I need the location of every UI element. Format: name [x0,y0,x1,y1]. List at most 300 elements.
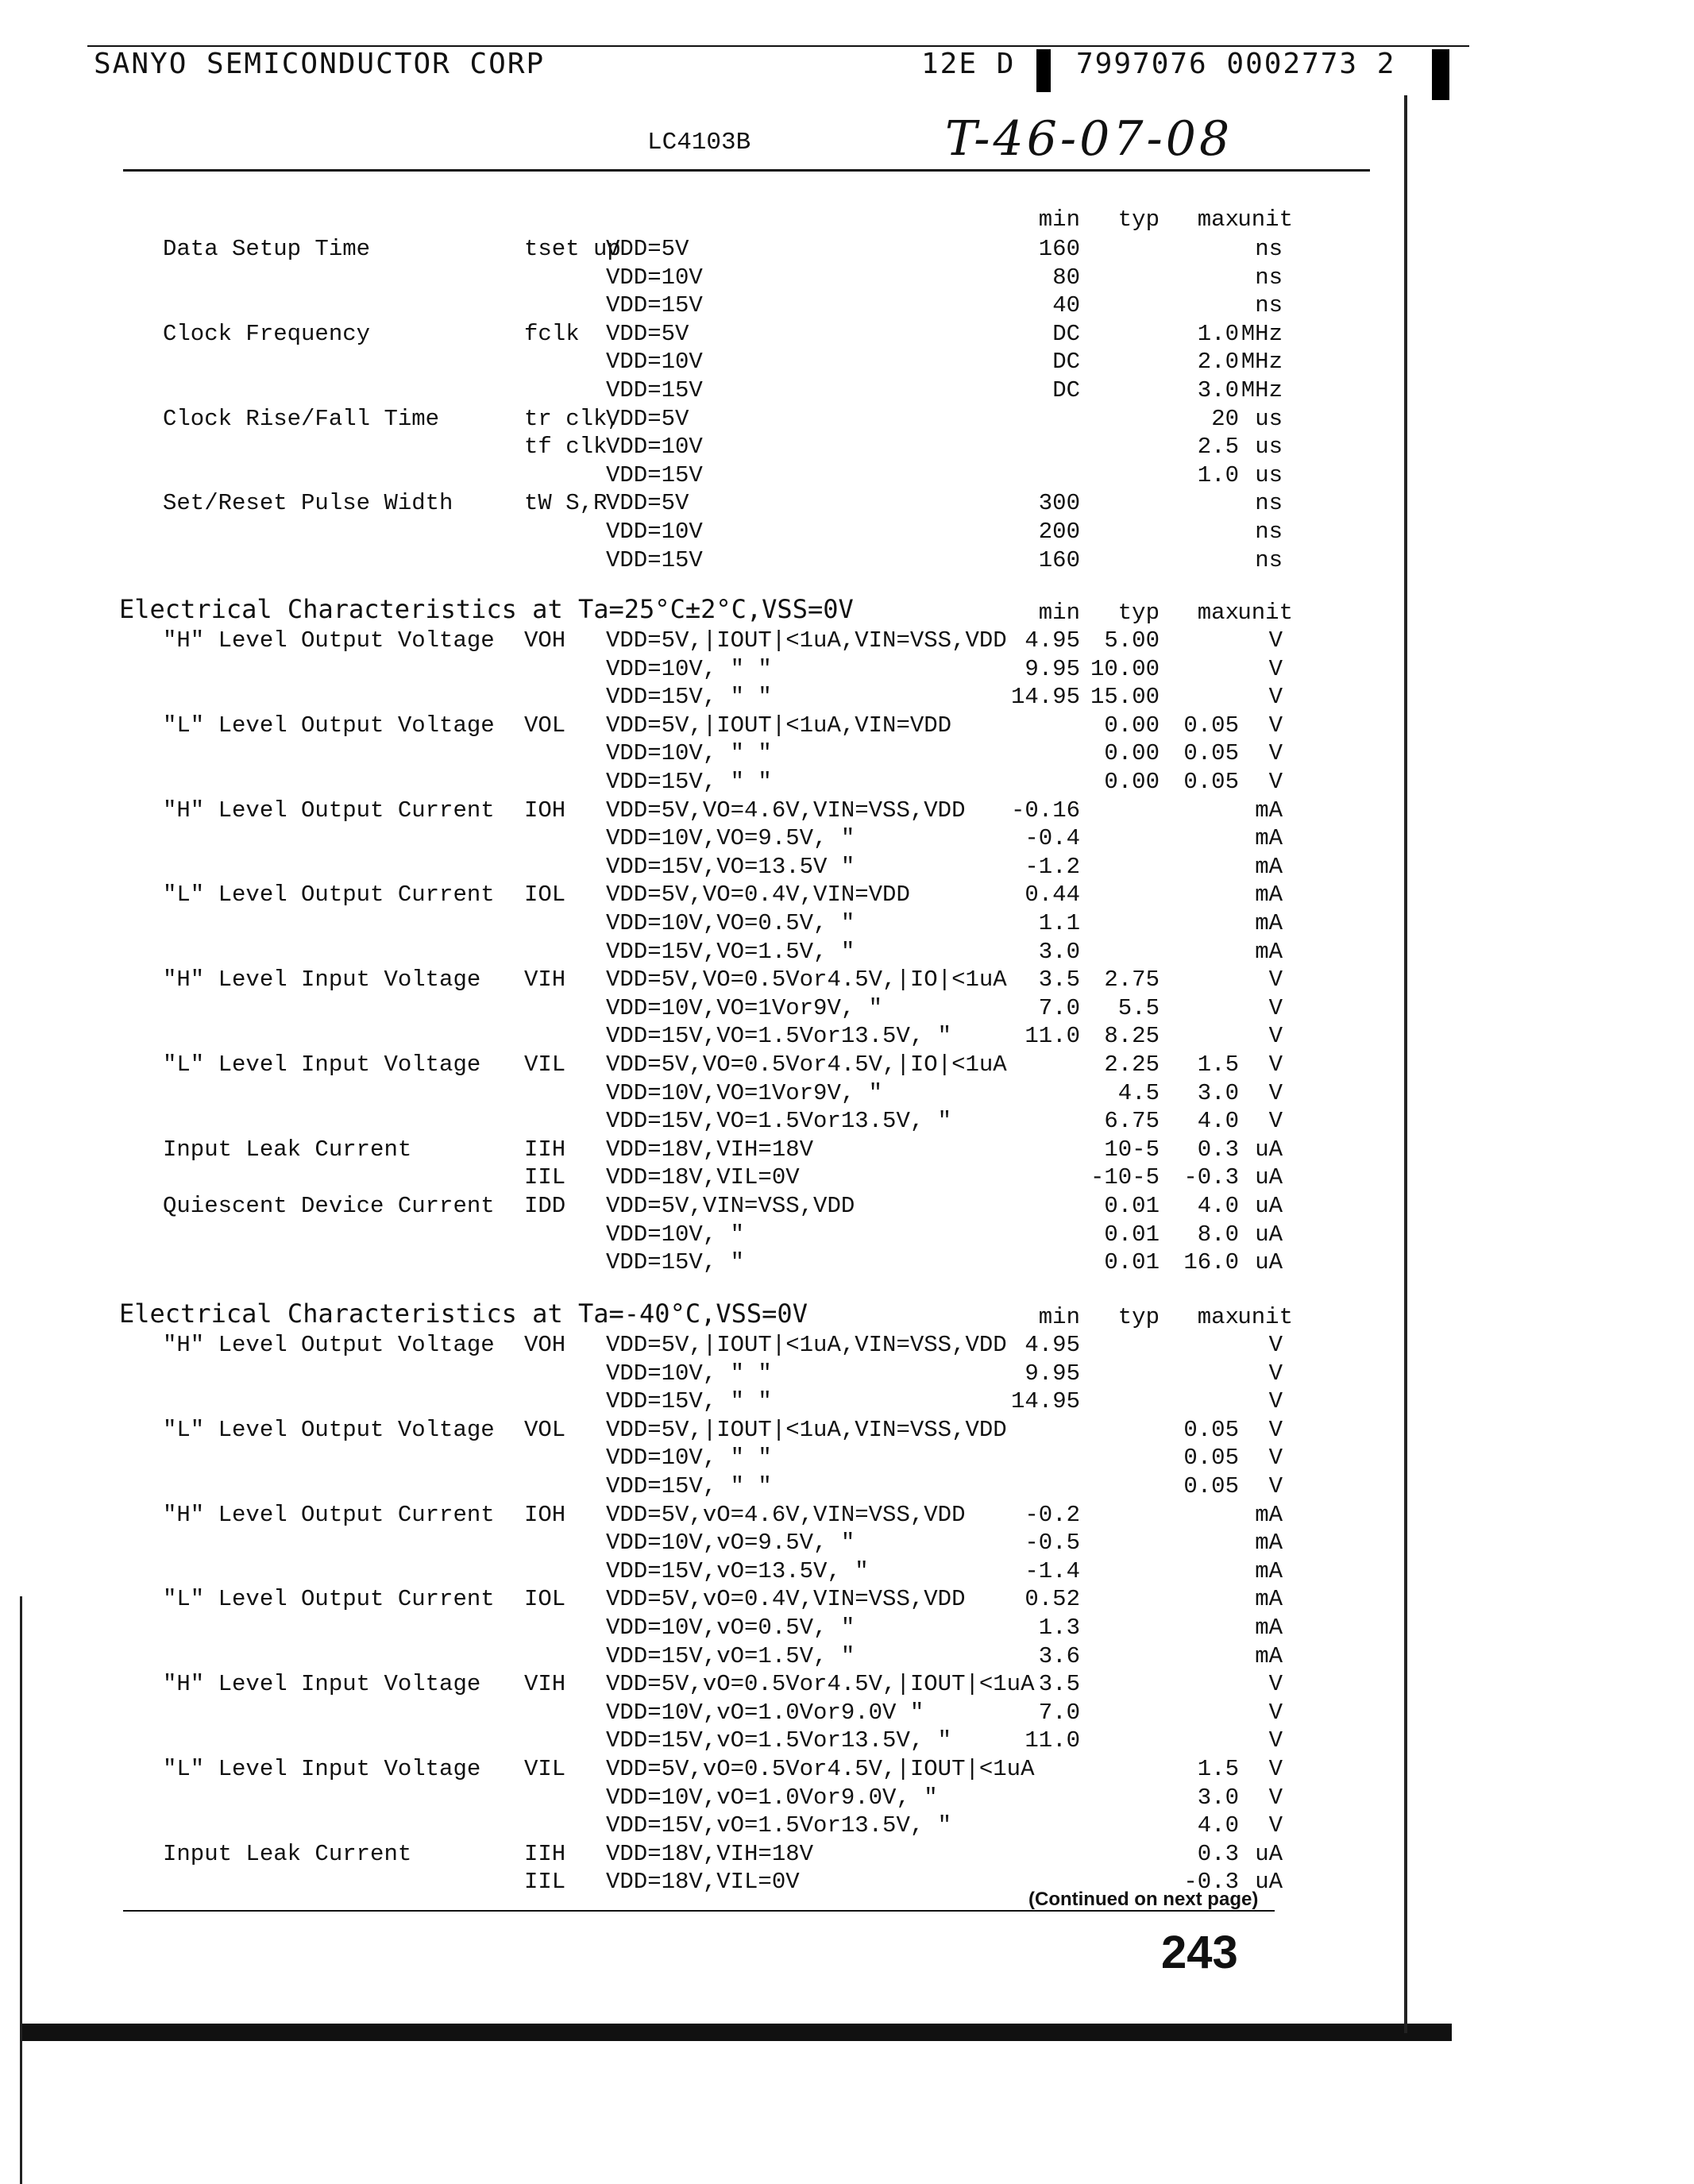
cell-param: "L" Level Output Voltage [163,1416,495,1443]
table-row [0,656,1694,685]
cell-typ: 8.25 [1104,1023,1160,1050]
table-row [0,740,1694,769]
cell-unit: V [1268,1023,1283,1050]
cell-sym: VIL [524,1051,566,1078]
cell-min: 9.95 [1025,655,1080,682]
cell-max: 0.05 [1183,1473,1239,1499]
cell-unit: uA [1255,1136,1283,1163]
cell-min: 3.5 [1038,1671,1080,1698]
cell-sym: IIH [524,1136,566,1163]
cell-sym: IOH [524,797,566,824]
cell-min: 0.44 [1025,882,1080,909]
table-row [0,1756,1694,1785]
table-row [0,1558,1694,1587]
cell-sym: tW S,R [524,490,608,517]
cell-sym: VIH [524,967,566,994]
bottom-rule [123,1910,1275,1912]
cell-unit: V [1268,1079,1283,1106]
cell-unit: MHz [1241,320,1283,347]
table-row [0,1727,1694,1756]
cell-unit: V [1268,1388,1283,1415]
cell-cond: VDD=5V,|IOUT|<1uA,VIN=VSS,VDD [606,1332,1007,1358]
cell-unit: mA [1255,853,1283,880]
cell-max: -0.3 [1183,1164,1239,1191]
cell-unit: V [1268,1671,1283,1698]
cell-unit: uA [1255,1869,1283,1896]
table-row [0,797,1694,826]
table-row [0,1080,1694,1109]
cell-unit: mA [1255,1615,1283,1641]
cell-cond: VDD=5V [606,320,689,347]
cell-unit: V [1268,1051,1283,1078]
cell-unit: V [1268,627,1283,654]
cell-unit: ns [1255,546,1283,573]
col-unit: unit [1237,600,1293,626]
col-unit: unit [1237,1304,1293,1330]
section1-column-headers [0,600,1694,628]
table-row [0,825,1694,854]
cell-max: 3.0 [1197,377,1239,403]
cell-cond: VDD=18V,VIL=0V [606,1164,800,1191]
cell-min: -0.4 [1025,825,1080,852]
cell-typ: 5.5 [1117,994,1160,1021]
cell-sym: IDD [524,1193,566,1219]
page-right-edge [1404,95,1407,2033]
table-row [0,349,1694,377]
cell-max: 1.5 [1197,1756,1239,1782]
cell-cond: VDD=15V [606,377,703,403]
cell-cond: VDD=15V [606,292,703,319]
cell-unit: us [1255,434,1283,461]
cell-unit: mA [1255,1642,1283,1669]
cell-unit: MHz [1241,349,1283,376]
right-black-bar [1432,49,1449,100]
cell-max: 1.5 [1197,1051,1239,1078]
cell-unit: ns [1255,519,1283,545]
cell-unit: V [1268,655,1283,682]
section2-title: Electrical Characteristics at Ta=-40°C,VSS=0V [119,1298,808,1329]
cell-param: "L" Level Output Voltage [163,712,495,739]
cell-min: -0.5 [1025,1530,1080,1557]
cell-max: 1.0 [1197,461,1239,488]
cell-cond: VDD=5V,|IOUT|<1uA,VIN=VSS,VDD [606,627,1007,654]
table-row [0,1841,1694,1870]
cell-min: 3.6 [1038,1642,1080,1669]
page-bottom-edge [22,2024,1452,2041]
cell-unit: mA [1255,938,1283,965]
cell-cond: VDD=10V, " [606,1221,745,1248]
table-row [0,406,1694,434]
header-black-mark [1036,49,1051,92]
cell-min: 14.95 [1010,684,1080,711]
cell-min: -0.2 [1025,1501,1080,1528]
cell-cond: VDD=10V,VO=0.5V, " [606,910,855,936]
cell-cond: VDD=15V,VO=1.5Vor13.5V, " [606,1023,952,1050]
table-row [0,1869,1694,1897]
part-number: LC4103B [647,129,751,156]
cell-max: 0.3 [1197,1136,1239,1163]
cell-sym: VOH [524,627,566,654]
cell-param: "L" Level Input Voltage [163,1756,481,1782]
table-row [0,1473,1694,1502]
cell-min: -1.2 [1025,853,1080,880]
cell-typ: 0.01 [1104,1193,1160,1219]
table-row [0,1023,1694,1051]
table-row [0,321,1694,349]
cell-min: -0.16 [1010,797,1080,824]
cell-unit: V [1268,967,1283,994]
table-row [0,1445,1694,1473]
header-code: 12E D [921,48,1016,80]
cell-unit: ns [1255,292,1283,319]
cell-max: 4.0 [1197,1193,1239,1219]
cell-unit: V [1268,1727,1283,1754]
cell-min: 7.0 [1038,994,1080,1021]
cell-cond: VDD=5V,vO=0.5Vor4.5V,|IOUT|<1uA [606,1671,1035,1698]
cell-param: "H" Level Output Voltage [163,1332,495,1358]
table-row [0,434,1694,462]
cell-cond: VDD=10V, " " [606,655,772,682]
col-min: min [1038,1304,1080,1330]
doc-number: 7997076 0002773 2 [1076,48,1396,80]
cell-cond: VDD=18V,VIH=18V [606,1136,814,1163]
cell-cond: VDD=10V, " " [606,1445,772,1472]
section2-column-headers [0,1304,1694,1333]
table-row [0,995,1694,1024]
cell-max: 0.05 [1183,769,1239,795]
cell-param: Data Setup Time [163,236,371,262]
cell-unit: V [1268,769,1283,795]
cell-cond: VDD=5V,|IOUT|<1uA,VIN=VSS,VDD [606,1416,1007,1443]
cell-param: Quiescent Device Current [163,1193,495,1219]
cell-max: 0.05 [1183,740,1239,767]
cell-cond: VDD=18V,VIH=18V [606,1840,814,1867]
cell-max: 16.0 [1183,1249,1239,1276]
handwritten-annotation: T-46-07-08 [945,111,1233,167]
cell-unit: ns [1255,236,1283,262]
cell-sym: VIH [524,1671,566,1698]
cell-min: 3.0 [1038,938,1080,965]
cell-typ: 0.00 [1104,769,1160,795]
cell-min: 200 [1038,519,1080,545]
cell-unit: us [1255,405,1283,432]
table-row [0,1360,1694,1389]
cell-unit: mA [1255,882,1283,909]
table-row [0,967,1694,995]
table-row [0,1051,1694,1080]
cell-cond: VDD=10V,vO=9.5V, " [606,1530,855,1557]
cell-typ: 0.01 [1104,1249,1160,1276]
cell-min: 160 [1038,236,1080,262]
table-row [0,547,1694,576]
cell-cond: VDD=5V [606,490,689,517]
cell-typ: 0.00 [1104,740,1160,767]
table-row [0,1615,1694,1643]
cell-sym: VOL [524,1416,566,1443]
cell-typ: 6.75 [1104,1108,1160,1135]
cell-sym: tr clk, [524,405,621,432]
cell-sym: IOL [524,882,566,909]
cell-param: "H" Level Output Voltage [163,627,495,654]
cell-sym: fclk [524,320,580,347]
cell-param: Clock Rise/Fall Time [163,405,440,432]
table-row [0,910,1694,939]
table-row [0,264,1694,293]
cell-unit: V [1268,1812,1283,1839]
cell-cond: VDD=15V,VO=1.5V, " [606,938,855,965]
table-row [0,1249,1694,1278]
cell-min: 11.0 [1025,1727,1080,1754]
cell-min: -1.4 [1025,1557,1080,1584]
cell-min: 300 [1038,490,1080,517]
cell-cond: VDD=5V,VO=0.4V,VIN=VDD [606,882,910,909]
cell-unit: uA [1255,1221,1283,1248]
timing-column-headers [0,206,1694,235]
cell-min: DC [1052,320,1080,347]
company-name: SANYO SEMICONDUCTOR CORP [94,48,546,80]
cell-cond: VDD=5V,vO=0.5Vor4.5V,|IOUT|<1uA [606,1756,1035,1782]
cell-sym: IIL [524,1164,566,1191]
cell-unit: mA [1255,797,1283,824]
cell-unit: uA [1255,1164,1283,1191]
cell-cond: VDD=15V, " " [606,684,772,711]
cell-max: 0.05 [1183,1416,1239,1443]
table-row [0,1136,1694,1165]
cell-unit: V [1268,684,1283,711]
cell-unit: V [1268,994,1283,1021]
table-row [0,684,1694,712]
cell-unit: V [1268,712,1283,739]
table-row [0,462,1694,491]
cell-cond: VDD=10V, " " [606,740,772,767]
cell-cond: VDD=5V [606,405,689,432]
cell-sym: tf clk [524,434,608,461]
cell-min: 1.1 [1038,910,1080,936]
cell-max: 8.0 [1197,1221,1239,1248]
cell-max: 2.5 [1197,434,1239,461]
cell-sym: IOL [524,1586,566,1613]
cell-sym: IOH [524,1501,566,1528]
table-row [0,1108,1694,1136]
col-typ: typ [1117,600,1160,626]
cell-min: 4.95 [1025,1332,1080,1358]
cell-max: 3.0 [1197,1079,1239,1106]
table-row [0,882,1694,910]
cell-typ: 2.75 [1104,967,1160,994]
table-row [0,769,1694,797]
cell-max: 4.0 [1197,1108,1239,1135]
cell-cond: VDD=15V,vO=13.5V, " [606,1557,869,1584]
table-row [0,236,1694,264]
cell-cond: VDD=5V,|IOUT|<1uA,VIN=VDD [606,712,952,739]
cell-unit: uA [1255,1840,1283,1867]
cell-max: 2.0 [1197,349,1239,376]
top-rule [123,169,1370,172]
cell-unit: uA [1255,1193,1283,1219]
cell-unit: V [1268,1360,1283,1387]
table-row [0,377,1694,406]
cell-min: 7.0 [1038,1699,1080,1726]
cell-cond: VDD=15V, " " [606,1473,772,1499]
table-row [0,1671,1694,1700]
cell-param: Input Leak Current [163,1136,412,1163]
cell-max: 4.0 [1197,1812,1239,1839]
table-row [0,1643,1694,1672]
cell-cond: VDD=5V,VIN=VSS,VDD [606,1193,855,1219]
cell-cond: VDD=15V [606,546,703,573]
cell-typ: 4.5 [1117,1079,1160,1106]
cell-cond: VDD=10V,VO=1Vor9V, " [606,1079,883,1106]
cell-sym: tset up [524,236,621,262]
page-left-edge [20,1596,22,2184]
cell-unit: mA [1255,910,1283,936]
cell-min: DC [1052,377,1080,403]
cell-min: 11.0 [1025,1023,1080,1050]
cell-cond: VDD=10V [606,434,703,461]
table-row [0,854,1694,882]
cell-unit: mA [1255,1586,1283,1613]
cell-min: DC [1052,349,1080,376]
cell-unit: V [1268,1756,1283,1782]
table-row [0,627,1694,656]
cell-cond: VDD=10V [606,519,703,545]
cell-param: "L" Level Input Voltage [163,1051,481,1078]
cell-sym: VIL [524,1756,566,1782]
cell-typ: 10-5 [1104,1136,1160,1163]
table-row [0,1417,1694,1445]
cell-sym: IIH [524,1840,566,1867]
table-row [0,1785,1694,1813]
cell-unit: V [1268,1108,1283,1135]
table-row [0,1164,1694,1193]
cell-unit: mA [1255,1530,1283,1557]
cell-sym: IIL [524,1869,566,1896]
continued-note: (Continued on next page) [1028,1889,1259,1910]
cell-sym: VOL [524,712,566,739]
cell-min: 1.3 [1038,1615,1080,1641]
cell-max: -0.3 [1183,1869,1239,1896]
cell-param: Clock Frequency [163,320,371,347]
cell-min: 4.95 [1025,627,1080,654]
cell-cond: VDD=18V,VIL=0V [606,1869,800,1896]
table-row [0,1812,1694,1841]
cell-max: 0.05 [1183,712,1239,739]
cell-param: "H" Level Input Voltage [163,1671,481,1698]
cell-cond: VDD=15V, " " [606,769,772,795]
col-min: min [1038,600,1080,626]
cell-min: 0.52 [1025,1586,1080,1613]
cell-max: 1.0 [1197,320,1239,347]
cell-cond: VDD=15V,vO=1.5Vor13.5V, " [606,1727,952,1754]
cell-cond: VDD=15V,vO=1.5V, " [606,1642,855,1669]
table-row [0,519,1694,547]
cell-param: "H" Level Output Current [163,1501,495,1528]
cell-min: 160 [1038,546,1080,573]
table-row [0,1388,1694,1417]
cell-min: 14.95 [1010,1388,1080,1415]
cell-cond: VDD=10V,vO=0.5V, " [606,1615,855,1641]
cell-unit: V [1268,1445,1283,1472]
cell-unit: mA [1255,1501,1283,1528]
cell-unit: V [1268,1784,1283,1811]
cell-typ: 0.01 [1104,1221,1160,1248]
cell-typ: 15.00 [1090,684,1160,711]
cell-max: 0.3 [1197,1840,1239,1867]
section1-title: Electrical Characteristics at Ta=25°C±2°C,VSS=0V [119,594,854,624]
cell-typ: -10-5 [1090,1164,1160,1191]
table-row [0,1221,1694,1250]
cell-unit: V [1268,1473,1283,1499]
table-row [0,1193,1694,1221]
cell-param: Set/Reset Pulse Width [163,490,453,517]
cell-min: 40 [1052,292,1080,319]
cell-cond: VDD=15V, " " [606,1388,772,1415]
cell-cond: VDD=10V [606,349,703,376]
cell-cond: VDD=5V,VO=0.5Vor4.5V,|IO|<1uA [606,1051,1007,1078]
cell-cond: VDD=10V,VO=9.5V, " [606,825,855,852]
cell-cond: VDD=5V,VO=0.5Vor4.5V,|IO|<1uA [606,967,1007,994]
table-row [0,1502,1694,1530]
cell-param: "H" Level Input Voltage [163,967,481,994]
cell-cond: VDD=15V,vO=1.5Vor13.5V, " [606,1812,952,1839]
table-row [0,292,1694,321]
cell-param: Input Leak Current [163,1840,412,1867]
table-row [0,1700,1694,1728]
col-max: max [1197,1304,1239,1330]
cell-max: 20 [1211,405,1239,432]
table-row [0,490,1694,519]
cell-cond: VDD=15V,VO=13.5V " [606,853,855,880]
cell-cond: VDD=10V,VO=1Vor9V, " [606,994,883,1021]
col-typ: typ [1117,1304,1160,1330]
cell-typ: 10.00 [1090,655,1160,682]
col-unit: unit [1237,206,1293,233]
cell-sym: VOH [524,1332,566,1358]
table-row [0,1332,1694,1360]
cell-cond: VDD=5V,VO=4.6V,VIN=VSS,VDD [606,797,966,824]
cell-min: 9.95 [1025,1360,1080,1387]
cell-cond: VDD=15V [606,461,703,488]
cell-typ: 5.00 [1104,627,1160,654]
cell-unit: uA [1255,1249,1283,1276]
cell-unit: mA [1255,1557,1283,1584]
cell-unit: ns [1255,264,1283,291]
cell-typ: 0.00 [1104,712,1160,739]
cell-cond: VDD=5V [606,236,689,262]
cell-unit: us [1255,461,1283,488]
cell-cond: VDD=5V,vO=4.6V,VIN=VSS,VDD [606,1501,966,1528]
cell-unit: MHz [1241,377,1283,403]
cell-min: 80 [1052,264,1080,291]
cell-unit: V [1268,1416,1283,1443]
cell-param: "L" Level Output Current [163,882,495,909]
cell-max: 3.0 [1197,1784,1239,1811]
cell-param: "L" Level Output Current [163,1586,495,1613]
cell-cond: VDD=10V,vO=1.0Vor9.0V " [606,1699,924,1726]
table-row [0,1586,1694,1615]
cell-unit: ns [1255,490,1283,517]
cell-unit: V [1268,740,1283,767]
cell-cond: VDD=5V,vO=0.4V,VIN=VSS,VDD [606,1586,966,1613]
cell-typ: 2.25 [1104,1051,1160,1078]
table-row [0,1530,1694,1558]
cell-unit: V [1268,1699,1283,1726]
cell-param: "H" Level Output Current [163,797,495,824]
cell-cond: VDD=15V,VO=1.5Vor13.5V, " [606,1108,952,1135]
cell-cond: VDD=15V, " [606,1249,745,1276]
cell-cond: VDD=10V [606,264,703,291]
cell-unit: V [1268,1332,1283,1358]
